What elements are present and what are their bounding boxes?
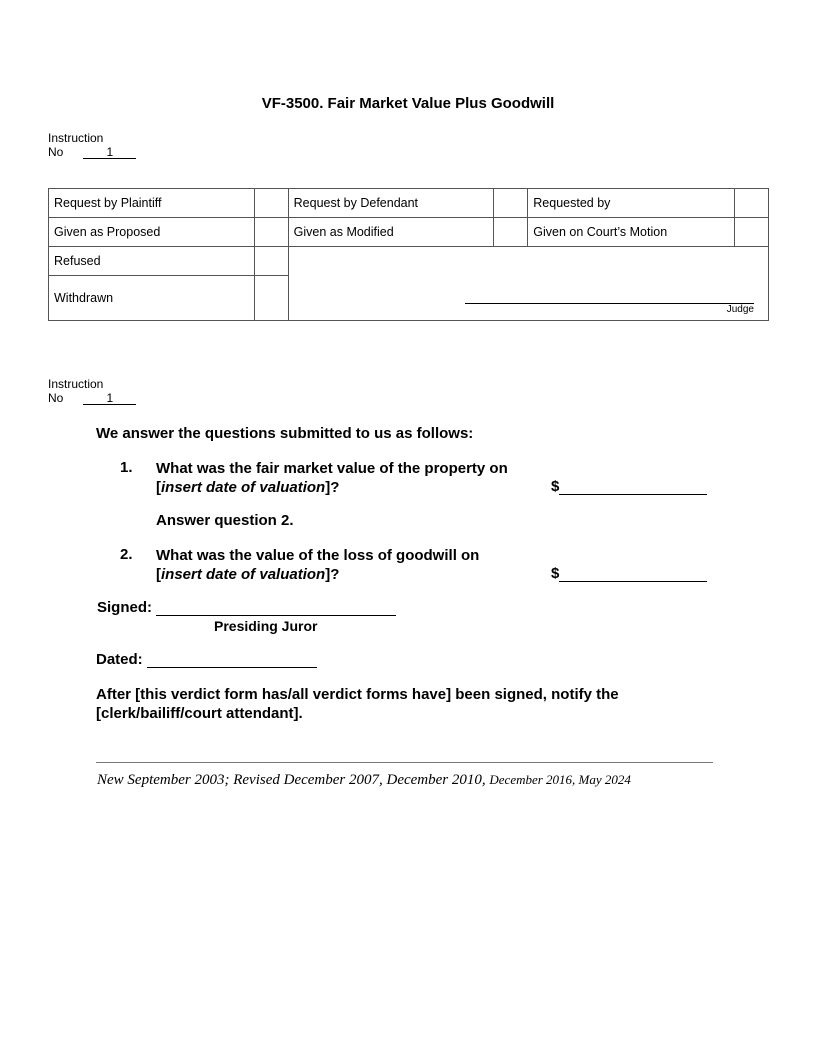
requested-by-box[interactable] — [735, 189, 769, 218]
revision-history-small: December 2016, May 2024 — [489, 772, 631, 787]
refused-label: Refused — [49, 247, 255, 276]
closing-line-2: [clerk/bailiff/court attendant]. — [96, 705, 303, 722]
question-1-answer — [551, 478, 707, 495]
question-2-italic: insert date of valuation — [161, 566, 326, 583]
given-as-modified-box[interactable] — [494, 218, 528, 247]
question-2-text — [156, 546, 479, 584]
instruction-block-2 — [48, 377, 136, 405]
request-by-plaintiff-box[interactable] — [254, 189, 288, 218]
given-as-proposed-label: Given as Proposed — [49, 218, 255, 247]
given-as-modified-label: Given as Modified — [288, 218, 494, 247]
bracket-open: [ — [156, 479, 161, 496]
dollar-sign: $ — [551, 478, 560, 495]
judge-label: Judge — [726, 304, 754, 315]
question-2-answer-field[interactable] — [559, 567, 707, 582]
refused-box[interactable] — [254, 247, 288, 276]
answer-question-2: Answer question 2. — [156, 512, 294, 529]
question-2-line1: What was the value of the loss of goodwill on — [156, 547, 480, 564]
judge-signature-line[interactable] — [465, 303, 754, 304]
question-2-answer — [551, 565, 707, 582]
question-1-line1: What was the fair market value of the property on — [156, 460, 508, 477]
given-on-courts-motion-box[interactable] — [735, 218, 769, 247]
request-by-defendant-label: Request by Defendant — [288, 189, 494, 218]
footer-divider — [96, 762, 713, 763]
dated-label: Dated: — [96, 651, 143, 668]
page-title: VF-3500. Fair Market Value Plus Goodwill — [261, 95, 555, 112]
verdict-intro: We answer the questions submitted to us as follows: — [96, 425, 474, 442]
instruction-block-1 — [48, 131, 136, 159]
instruction-label: Instruction — [48, 131, 104, 145]
question-1-italic: insert date of valuation — [161, 479, 326, 496]
dated-row — [96, 651, 317, 668]
judge-signature-area — [288, 247, 768, 321]
closing-line-1: After [this verdict form has/all verdict forms have] been signed, notify the — [96, 686, 619, 703]
date-line[interactable] — [147, 653, 317, 668]
signed-row — [97, 599, 396, 616]
instruction-no-label: No — [48, 145, 64, 159]
closing-instruction — [96, 685, 619, 723]
instruction-no-value[interactable]: 1 — [83, 146, 136, 159]
requested-by-label: Requested by — [528, 189, 735, 218]
given-as-proposed-box[interactable] — [254, 218, 288, 247]
revision-history-main: New September 2003; Revised December 2007, December 2010, — [97, 772, 490, 788]
instruction-no-label: No — [48, 391, 64, 405]
signed-label: Signed: — [97, 599, 152, 616]
bracket-close: ]? — [325, 479, 340, 496]
question-1-text — [156, 459, 508, 497]
revision-history — [97, 772, 631, 789]
signature-line[interactable] — [156, 601, 396, 616]
instruction-status-table — [48, 188, 769, 321]
bracket-open: [ — [156, 566, 161, 583]
question-2-number: 2. — [120, 546, 133, 563]
question-1-answer-field[interactable] — [559, 480, 707, 495]
bracket-close: ]? — [325, 566, 340, 583]
presiding-juror-label: Presiding Juror — [214, 618, 318, 634]
request-by-defendant-box[interactable] — [494, 189, 528, 218]
dollar-sign: $ — [551, 565, 560, 582]
instruction-no-value[interactable]: 1 — [83, 392, 136, 405]
question-1-number: 1. — [120, 459, 133, 476]
withdrawn-label: Withdrawn — [49, 276, 255, 321]
request-by-plaintiff-label: Request by Plaintiff — [49, 189, 255, 218]
instruction-label: Instruction — [48, 377, 104, 391]
given-on-courts-motion-label: Given on Court’s Motion — [528, 218, 735, 247]
withdrawn-box[interactable] — [254, 276, 288, 321]
